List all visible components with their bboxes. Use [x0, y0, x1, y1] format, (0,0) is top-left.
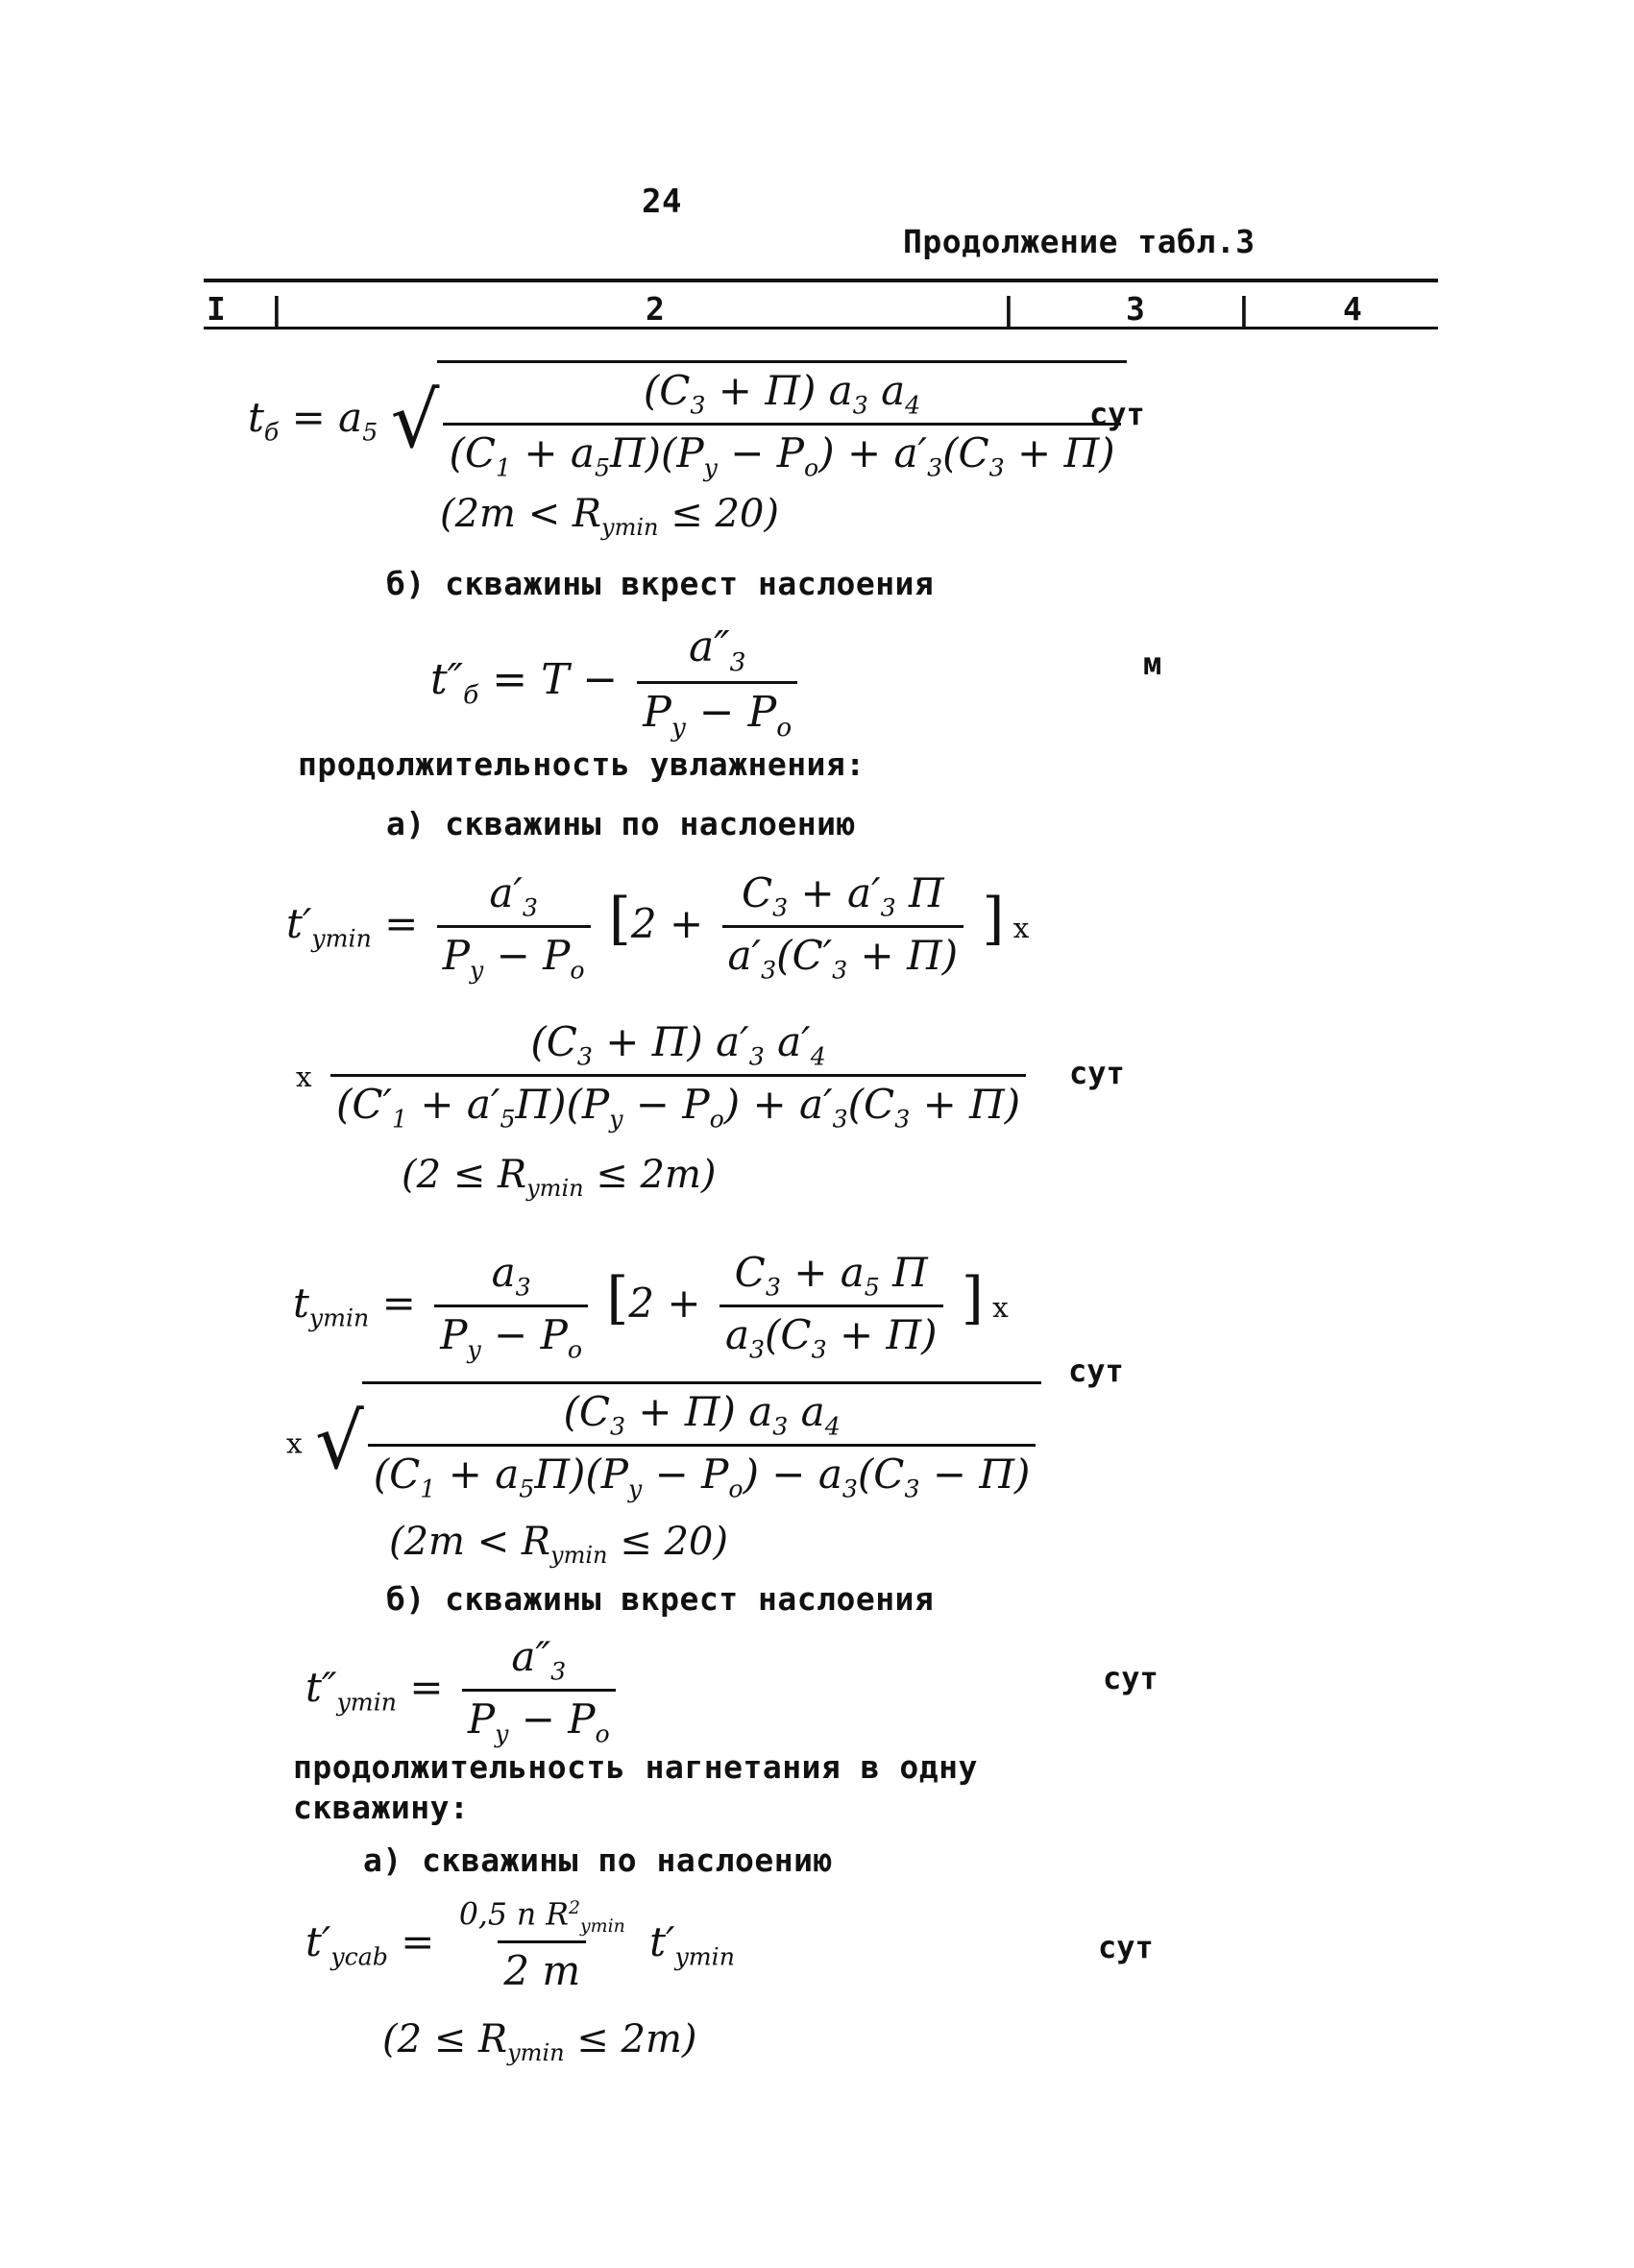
column-header-2: 2: [646, 290, 666, 328]
formula-t-b-double-prime: $t''_б = T$ − $\frac{a''_3}{P_y - P_o}$: [430, 622, 803, 743]
formula-condition: $(2 \le R_{ymin} \le 2m)$: [382, 2017, 697, 2066]
formula-t-b: $t_б = a_5$ √ $\frac{(C_3 + П) a_3 a_4}{(C_1 + a_5П)(P_y - P_o) + a'_3(C_3 + П)}$: [248, 360, 1127, 482]
unit-label: сут: [1103, 1660, 1158, 1696]
formula-t-ymin-double-prime: $t''_{ymin}$ = $\frac{a''_3}{P_y - P_o}$: [305, 1633, 622, 1748]
formula-condition: $(2m < R_{ymin} \le 20)$: [440, 492, 779, 541]
unit-label: сут: [1089, 396, 1145, 432]
page-number: 24: [642, 183, 682, 221]
column-separator: |: [999, 290, 1019, 328]
column-header-1: I: [207, 290, 227, 328]
formula-t-ymin: $t_{ymin}$ = $\frac{a_3}{P_y - P_o}$ [2 + $\frac{C_3 + a_5 П}{a_3(C_3 + П)}$ ] x: [293, 1249, 1009, 1364]
formula-t-ymin-prime-cont: x $\frac{(C_3 + П) a'_3 a'_4}{(C'_1 + a'_5П)(P_y - P_o) + a'_3(C_3 + П)}$: [296, 1018, 1032, 1134]
column-separator: |: [1234, 290, 1255, 328]
section-text: а) скважины по наслоению: [386, 805, 856, 842]
table-top-rule: [204, 279, 1438, 282]
unit-label: м: [1143, 646, 1162, 682]
column-header-4: 4: [1343, 290, 1363, 328]
table-continuation-label: Продолжение табл.3: [903, 223, 1256, 260]
formula-t-ycab: $t'_{ycab}$ = $\frac{0,5 n R^2_{ymin}}{2 m}$ $t'_{ymin}$: [305, 1897, 735, 1994]
formula-t-ymin-cont: x √ $\frac{(C_3 + П) a_3 a_4}{(C_1 + a_5П)(P_y - P_o) - a_3(C_3 - П)}$: [286, 1381, 1041, 1503]
section-heading: скважину:: [293, 1789, 470, 1826]
section-heading: продолжительность нагнетания в одну: [293, 1748, 978, 1786]
formula-t-ymin-prime: $t'_{ymin}$ = $\frac{a'_3}{P_y - P_o}$ [2 + $\frac{C_3 + a'_3 П}{a'_3(C'_3 + П)}$ ] x: [286, 869, 1030, 985]
unit-label: сут: [1068, 1353, 1124, 1389]
section-text: а) скважины по наслоению: [363, 1841, 833, 1879]
unit-label: сут: [1098, 1929, 1154, 1965]
section-text: б) скважины вкрест наслоения: [386, 565, 935, 602]
column-separator: |: [267, 290, 287, 328]
formula-condition: $(2m < R_{ymin} \le 20)$: [389, 1520, 728, 1569]
section-heading: продолжительность увлажнения:: [298, 745, 866, 783]
unit-label: сут: [1069, 1055, 1125, 1091]
formula-condition: $(2 \le R_{ymin} \le 2m)$: [402, 1153, 717, 1202]
section-text: б) скважины вкрест наслоения: [386, 1580, 935, 1618]
column-header-3: 3: [1126, 290, 1146, 328]
